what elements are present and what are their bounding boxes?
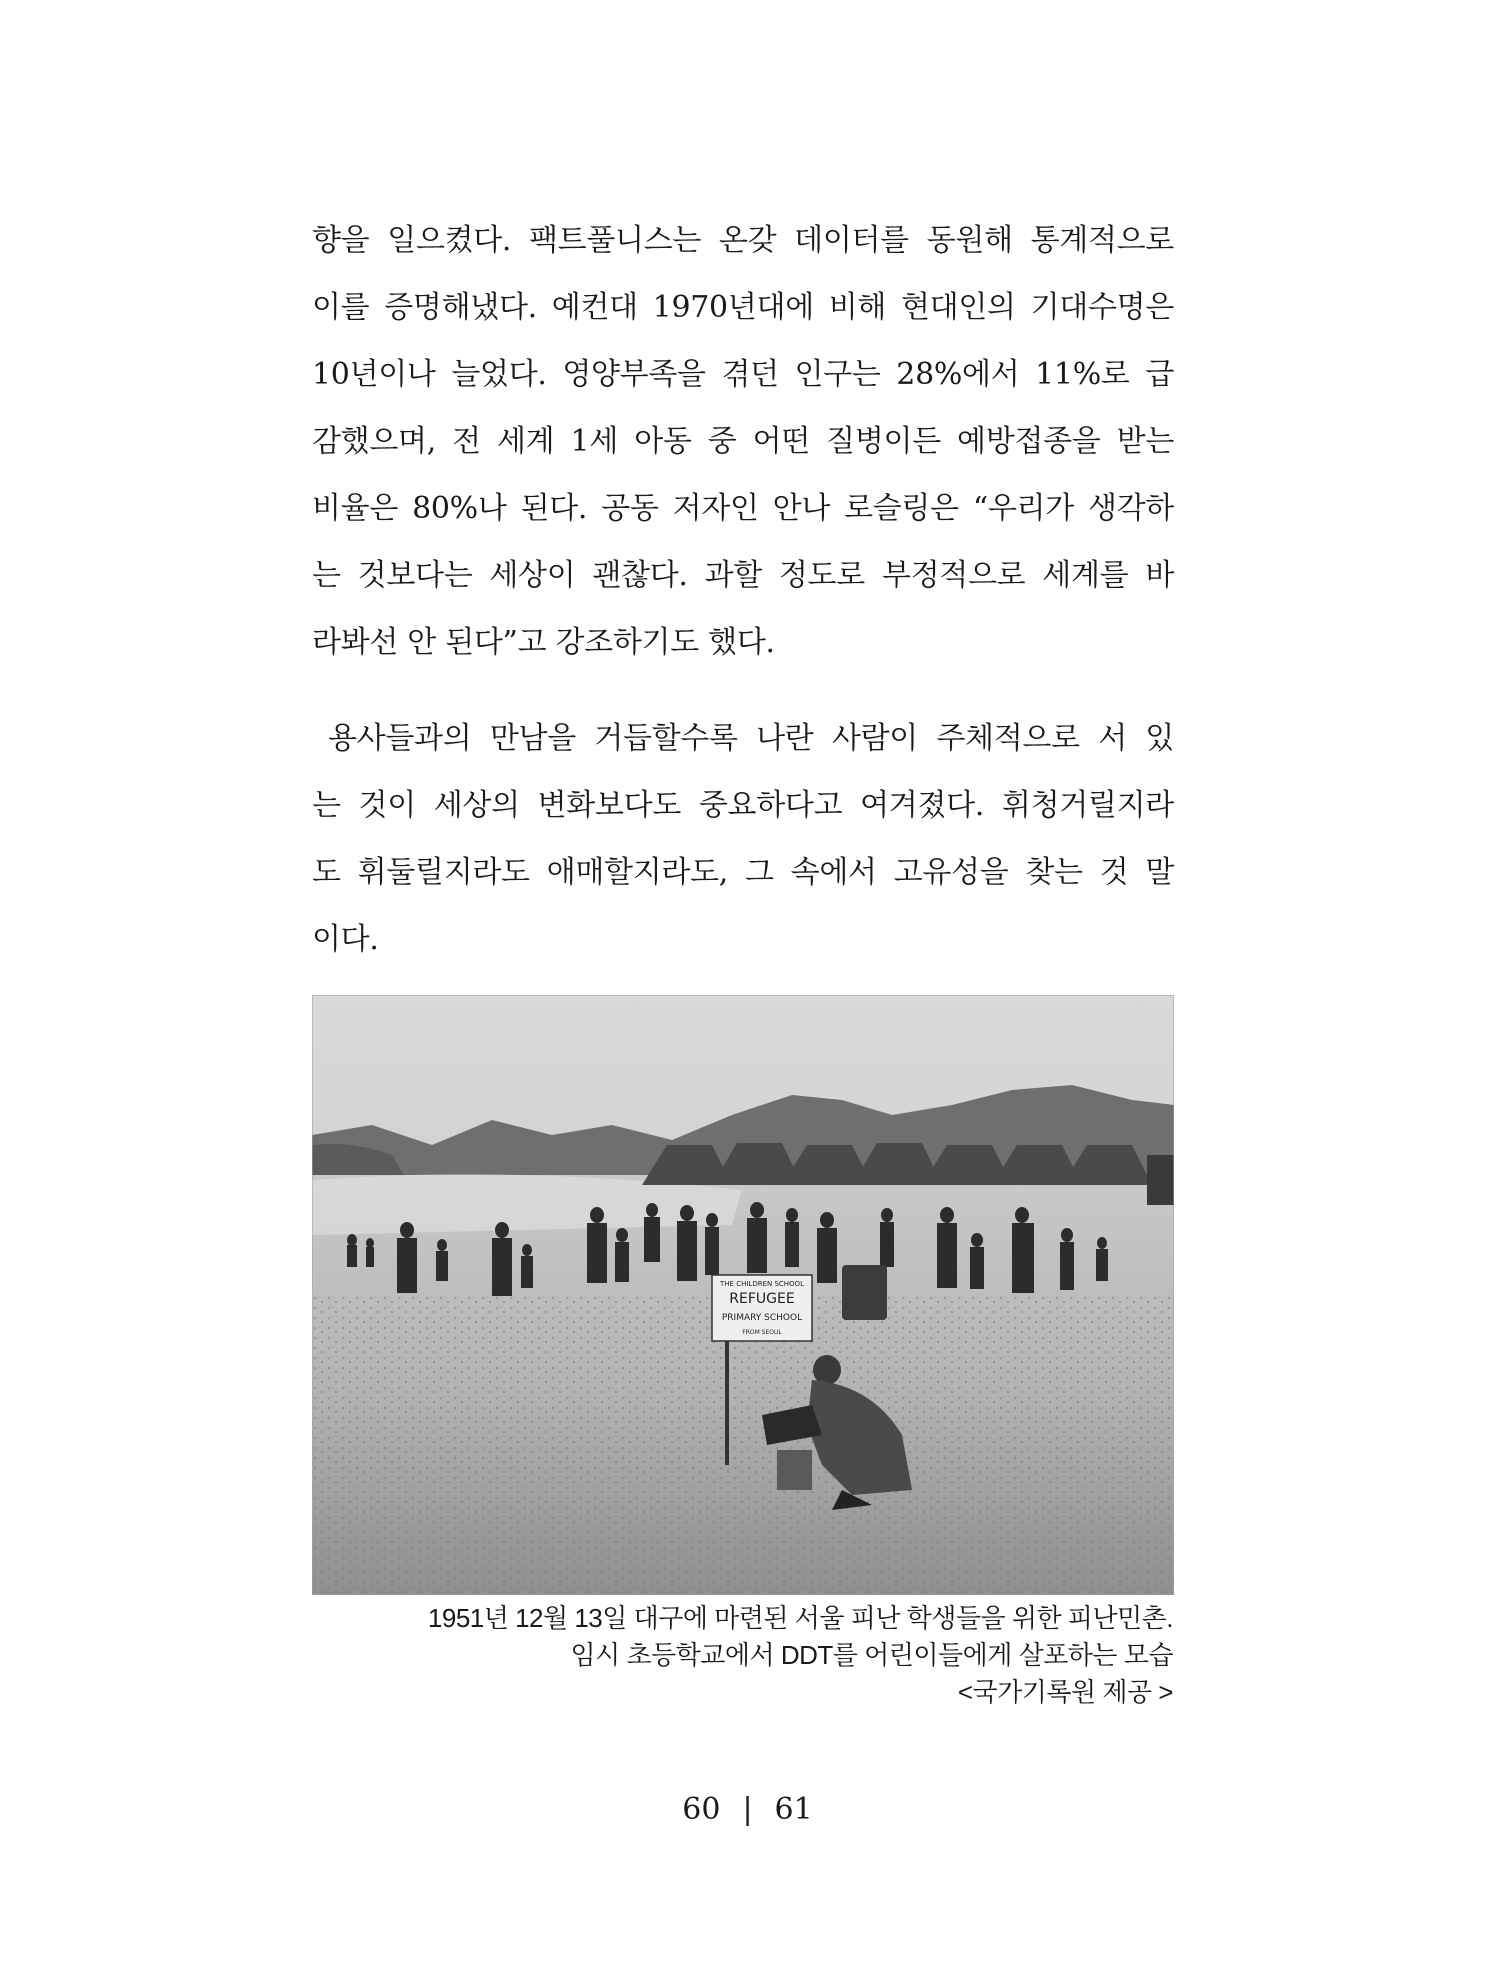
- paragraph-line: 향을 일으켰다. 팩트풀니스는 온갖 데이터를 동원해 통계적으로: [312, 223, 1174, 258]
- sign-line: FROM SEOUL: [742, 1329, 782, 1336]
- photo-illustration: [312, 995, 1174, 1595]
- refugee-school-sign: [712, 1275, 812, 1341]
- paragraph-line: 는 것보다는 세상이 괜찮다. 과할 정도로 부정적으로 세계를 바: [312, 558, 1174, 593]
- caption-line-2: 임시 초등학교에서 DDT를 어린이들에게 살포하는 모습: [570, 1640, 1173, 1670]
- paragraph-line: 이다.: [312, 922, 379, 957]
- body-paragraph-1: [312, 207, 1174, 676]
- page-numbers: [0, 1792, 1495, 1827]
- paragraph-line: 감했으며, 전 세계 1세 아동 중 어떤 질병이든 예방접종을 받는: [312, 424, 1174, 459]
- sign-line: PRIMARY SCHOOL: [721, 1313, 803, 1323]
- sign-line: THE CHILDREN SCHOOL: [720, 1280, 804, 1288]
- historical-photo: [312, 995, 1174, 1595]
- paragraph-line: 용사들과의 만남을 거듭할수록 나란 사람이 주체적으로 서 있: [328, 721, 1174, 756]
- paragraph-line: 10년이나 늘었다. 영양부족을 겪던 인구는 28%에서 11%로 급: [312, 357, 1174, 392]
- photo-caption: [273, 1600, 1173, 1711]
- sign-post: [725, 1335, 729, 1465]
- caption-line-1: 1951년 12월 13일 대구에 마련된 서울 피난 학생들을 위한 피난민촌.: [427, 1603, 1173, 1633]
- paragraph-line: 는 것이 세상의 변화보다도 중요하다고 여겨졌다. 휘청거릴지라: [312, 788, 1174, 823]
- paragraph-line: 이를 증명해냈다. 예컨대 1970년대에 비해 현대인의 기대수명은: [312, 290, 1174, 325]
- body-paragraph-2: [312, 705, 1174, 973]
- paragraph-line: 비율은 80%나 된다. 공동 저자인 안나 로슬링은 “우리가 생각하: [312, 491, 1174, 526]
- page-separator: |: [742, 1792, 753, 1827]
- caption-credit: <국가기록원 제공 >: [957, 1677, 1173, 1707]
- barrel: [842, 1265, 887, 1320]
- page-number-left: 60: [682, 1792, 721, 1827]
- page-number-right: 61: [774, 1792, 813, 1827]
- paragraph-line: 라봐선 안 된다”고 강조하기도 했다.: [312, 625, 775, 660]
- paragraph-line: 도 휘둘릴지라도 애매할지라도, 그 속에서 고유성을 찾는 것 말: [312, 855, 1174, 890]
- sign-line: REFUGEE: [729, 1291, 795, 1307]
